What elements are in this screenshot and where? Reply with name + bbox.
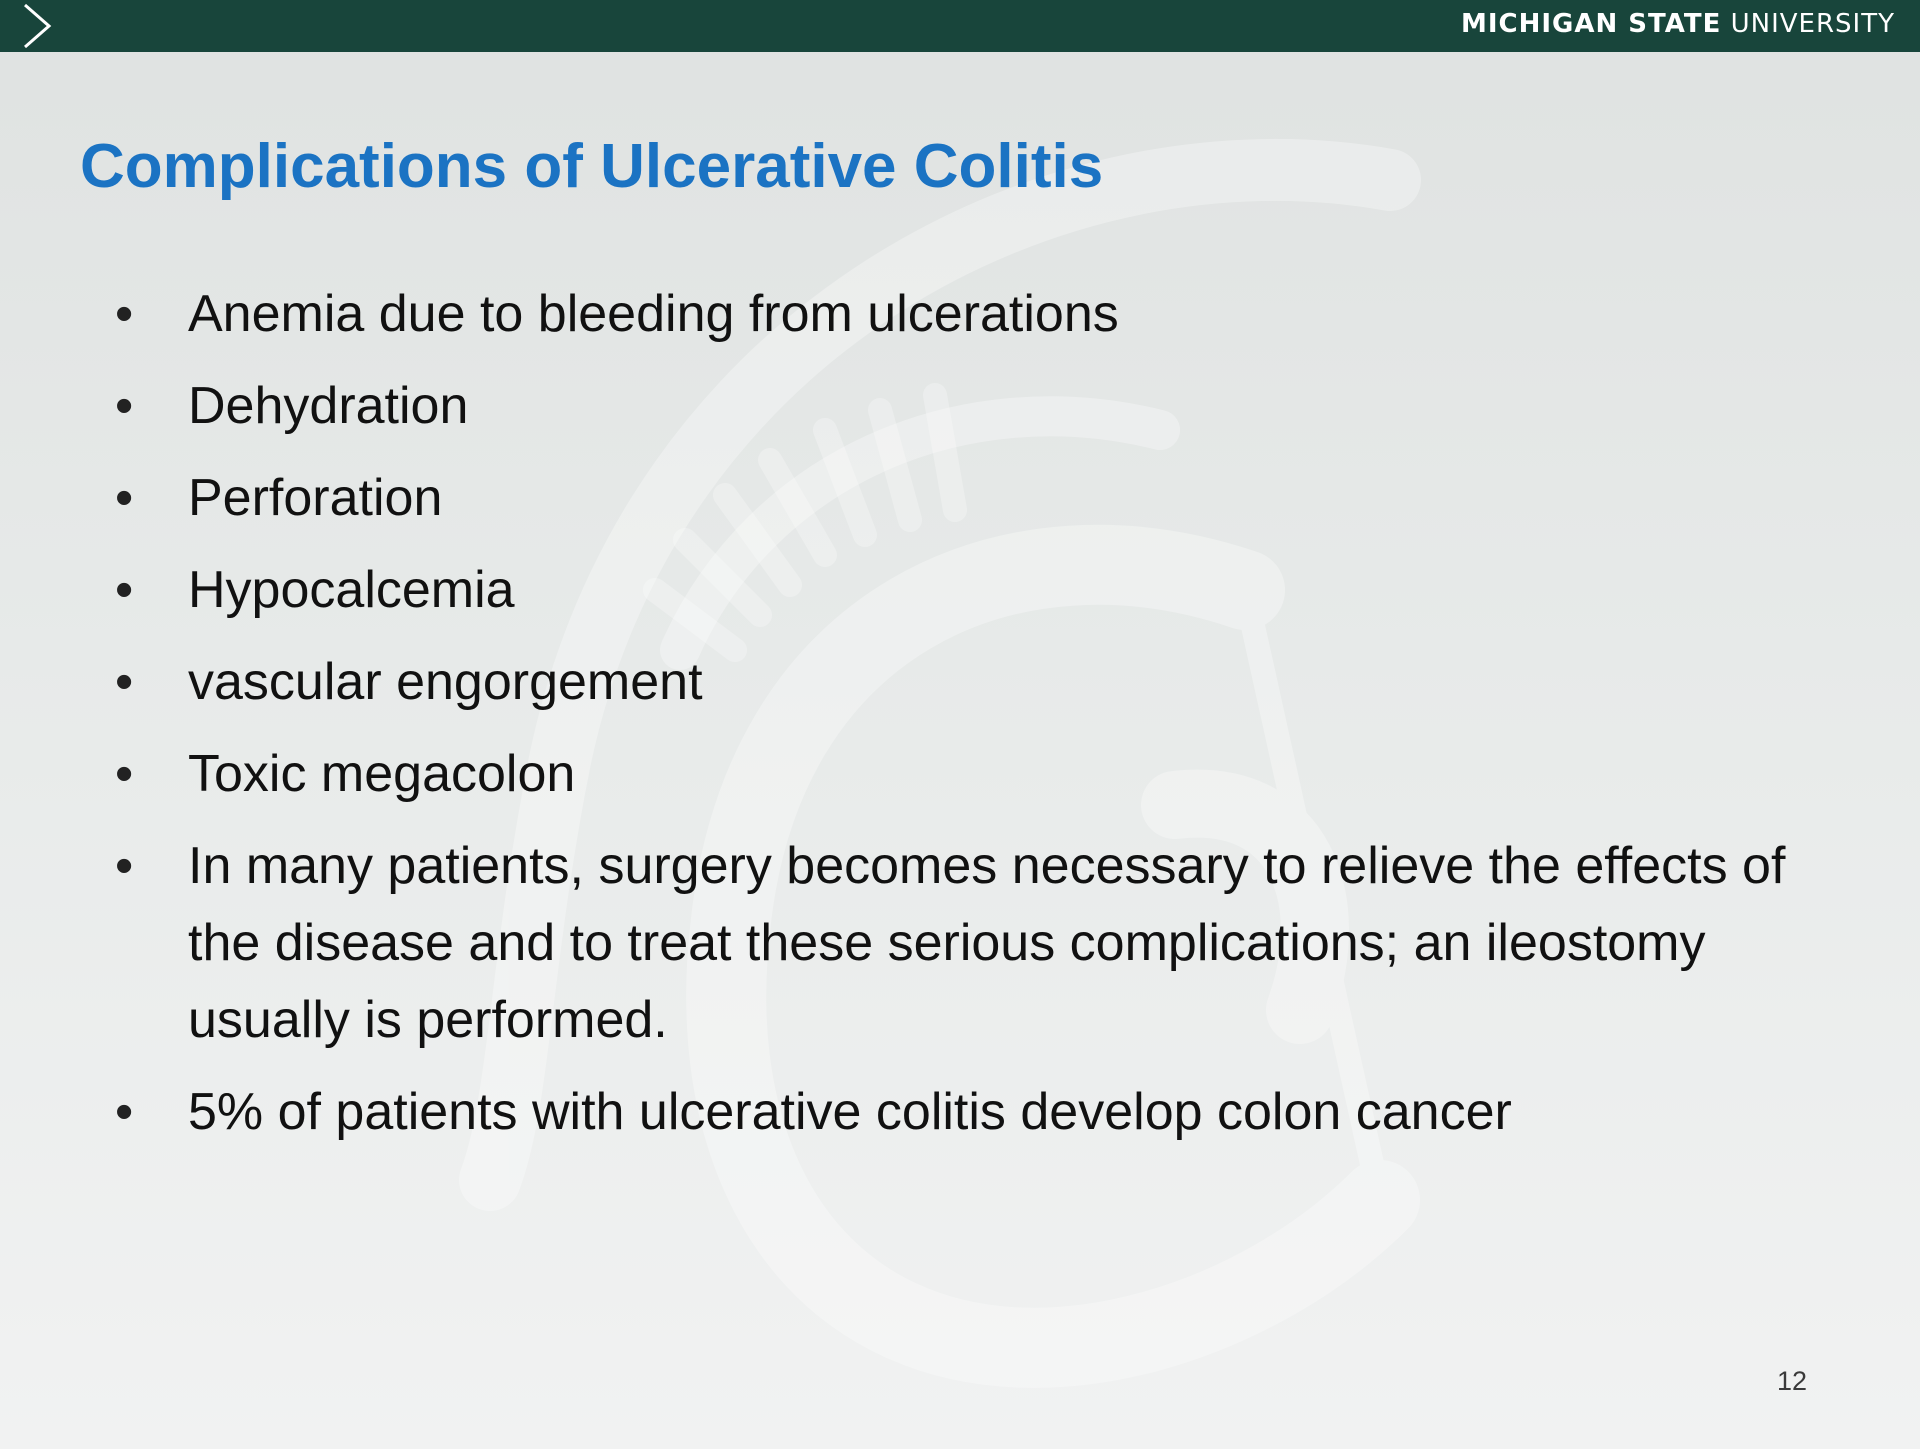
bullet-item: • Dehydration [115,368,1835,445]
bullet-item: • 5% of patients with ulcerative colitis develop colon cancer [115,1074,1835,1151]
bullet-item: • In many patients, surgery becomes necessary to relieve the effects of the disease and to treat these serious complications; an ileostomy usually is performed. [115,828,1835,1059]
chevron-right-icon [18,3,58,49]
slide-title: Complications of Ulcerative Colitis [80,132,1104,201]
bullet-item: • Toxic megacolon [115,736,1835,813]
bullet-item: • vascular engorgement [115,644,1835,721]
wordmark-bold: MICHIGAN STATE [1460,9,1722,39]
page-number: 12 [1776,1366,1807,1396]
bullet-list [115,276,1835,1166]
top-banner [0,0,1920,52]
bullet-item: • Perforation [115,460,1835,537]
university-wordmark [1461,8,1895,40]
bullet-item: • Hypocalcemia [115,552,1835,629]
wordmark-light: UNIVERSITY [1730,9,1895,39]
bullet-item: • Anemia due to bleeding from ulcerations [115,276,1835,353]
